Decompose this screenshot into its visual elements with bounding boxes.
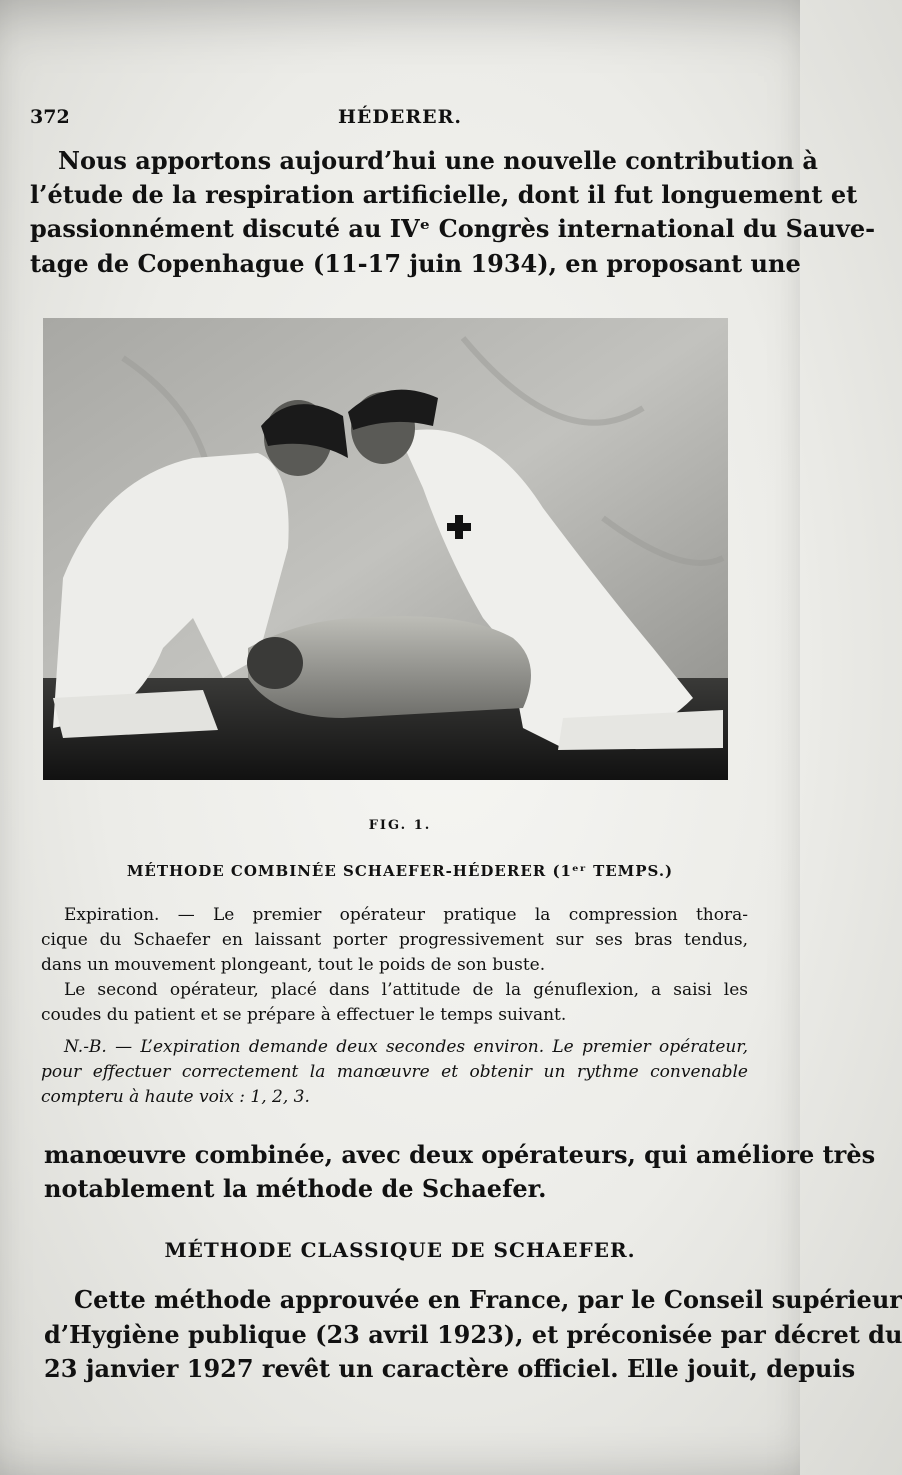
caption-line: coudes du patient et se prépare à effectuer le temps suivant. [41, 1005, 567, 1025]
text-line: Cette méthode approuvée en France, par le Conseil supérieur [74, 1285, 902, 1314]
caption-line: Expiration. — Le premier opérateur pratique la compression thora- [64, 905, 748, 925]
section-heading: MÉTHODE CLASSIQUE DE SCHAEFER. [164, 1238, 636, 1262]
text-line: notablement la méthode de Schaefer. [44, 1174, 547, 1203]
text-line: Nous apportons aujourd’hui une nouvelle contribution à [58, 146, 818, 175]
text-line: tage de Copenhague (11-17 juin 1934), en proposant une [30, 249, 801, 278]
caption-line: pour effectuer correctement la manœuvre et obtenir un rythme convenable [41, 1062, 748, 1082]
caption-line: compteru à haute voix : 1, 2, 3. [41, 1087, 310, 1107]
text-line: l’étude de la respiration artificielle, dont il fut longuement et [30, 180, 858, 209]
caption-line: Le second opérateur, placé dans l’attitude de la génuflexion, a saisi les [64, 980, 748, 1000]
caption-line: cique du Schaefer en laissant porter progressivement sur ses bras tendus, [41, 930, 748, 950]
figure-title: MÉTHODE COMBINÉE SCHAEFER-HÉDERER (1ᵉʳ TEMPS.) [126, 862, 674, 880]
text-line: manœuvre combinée, avec deux opérateurs, qui améliore très [44, 1140, 876, 1169]
page-header [30, 100, 770, 130]
figure-label: FIG. 1. [368, 818, 432, 833]
text-line: passionnément discuté au IVᵉ Congrès international du Sauve- [30, 214, 876, 243]
page-number: 372 [30, 106, 70, 128]
figure-photograph [43, 318, 728, 780]
caption-line: dans un mouvement plongeant, tout le poids de son buste. [41, 955, 546, 975]
running-head: HÉDERER. [337, 106, 463, 128]
text-line: d’Hygiène publique (23 avril 1923), et préconisée par décret du [44, 1320, 902, 1349]
caption-line: N.-B. — L’expiration demande deux secondes environ. Le premier opérateur, [64, 1037, 748, 1057]
text-line: 23 janvier 1927 revêt un caractère officiel. Elle jouit, depuis [44, 1354, 856, 1383]
